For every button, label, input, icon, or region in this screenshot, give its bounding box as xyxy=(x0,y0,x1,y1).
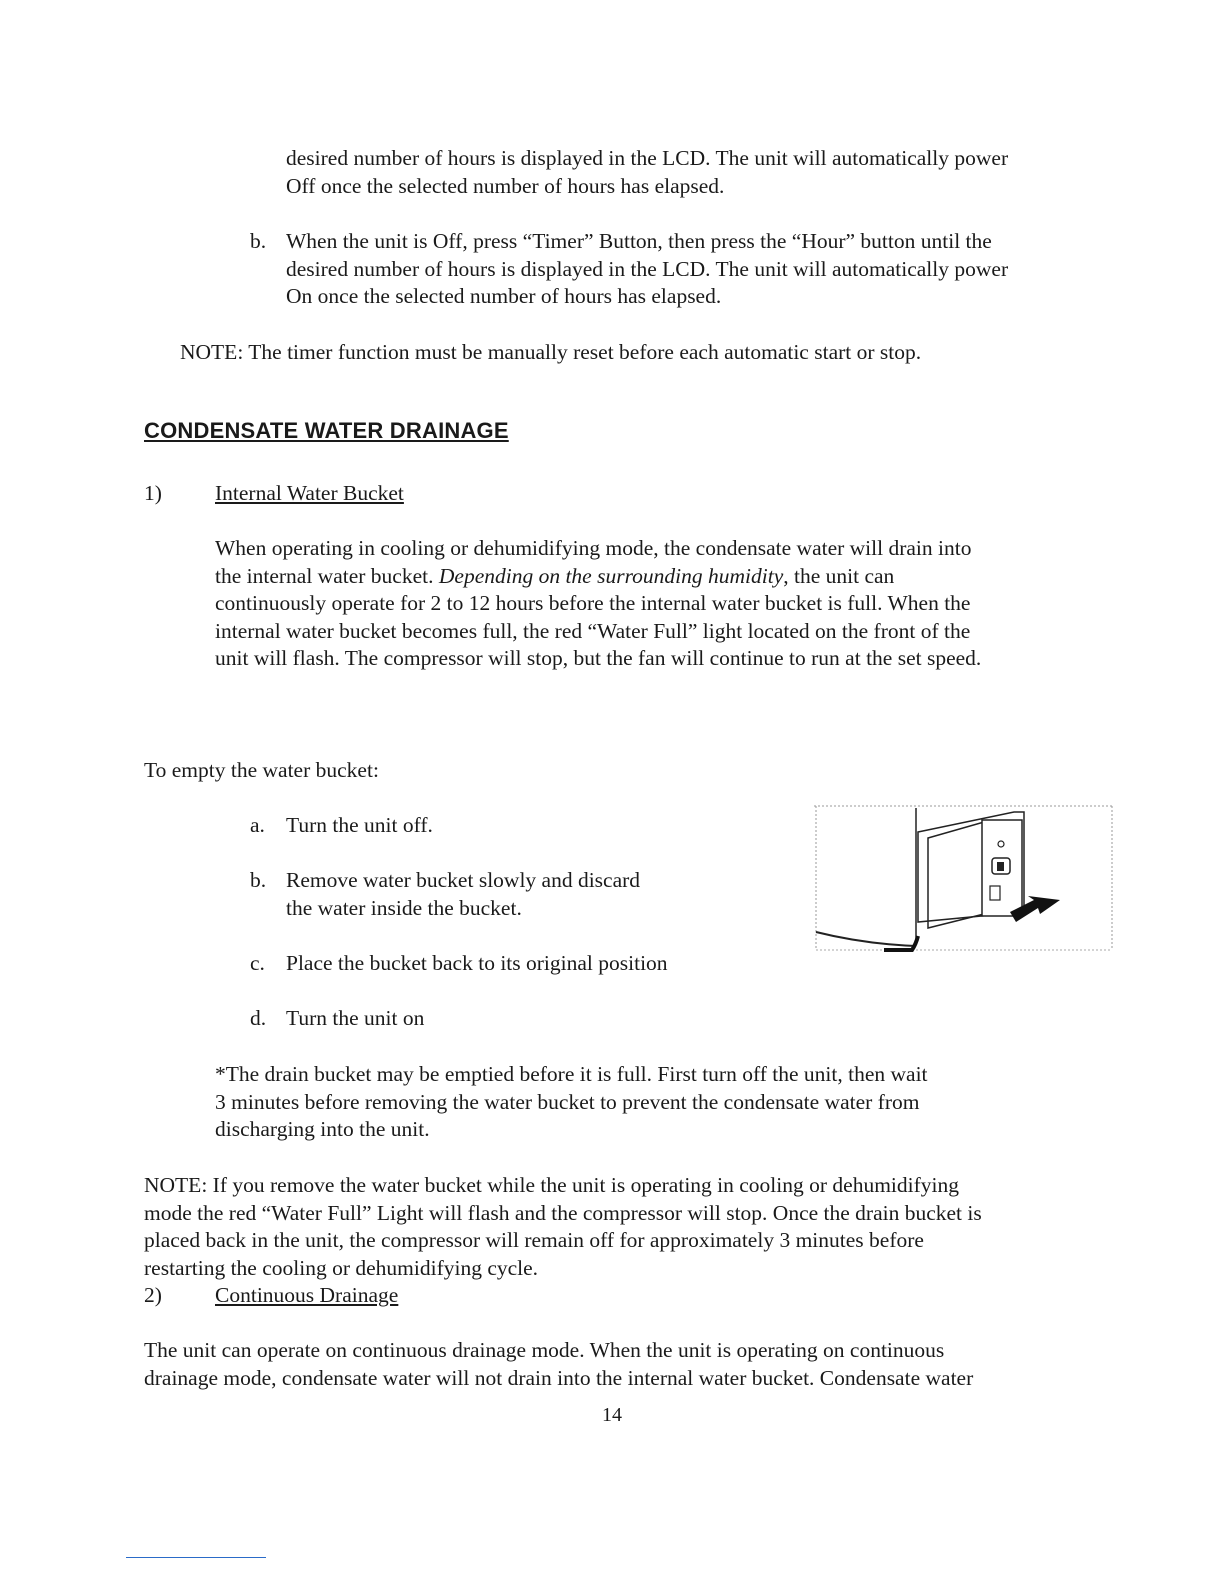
step-d-marker: d. xyxy=(250,1006,267,1030)
text-line: discharging into the unit. xyxy=(215,1117,430,1141)
text-line: The unit can operate on continuous drainage mode. When the unit is operating on continuous xyxy=(144,1338,945,1362)
bucket-removal-icon xyxy=(814,804,1114,954)
text-line: restarting the cooling or dehumidifying cycle. xyxy=(144,1255,539,1280)
text-line xyxy=(215,563,981,591)
step-d-text: Turn the unit on xyxy=(286,1006,425,1030)
italic-span: Depending on the surrounding humidity xyxy=(438,563,784,588)
text-line: When the unit is Off, press “Timer” Button, then press the “Hour” button until the xyxy=(286,229,992,253)
timer-note: NOTE: The timer function must be manually reset before each automatic start or stop. xyxy=(180,340,922,364)
text-span: , the unit can xyxy=(783,563,895,588)
text-line: unit will flash. The compressor will stop, but the fan will continue to run at the set speed. xyxy=(215,646,982,670)
section-heading: CONDENSATE WATER DRAINAGE xyxy=(144,418,509,443)
text-line: continuously operate for 2 to 12 hours before the internal water bucket is full. When the xyxy=(215,591,971,615)
asterisk-note xyxy=(215,1061,928,1144)
timer-b-text xyxy=(286,228,1008,311)
empty-intro: To empty the water bucket: xyxy=(144,758,379,782)
item1-title: Internal Water Bucket xyxy=(215,481,404,505)
text-line: On once the selected number of hours has elapsed. xyxy=(286,284,722,308)
page-number: 14 xyxy=(602,1404,622,1426)
text-line: mode the red “Water Full” Light will flash and the compressor will stop. Once the drain bucket is xyxy=(144,1200,982,1225)
text-line: internal water bucket becomes full, the red “Water Full” light located on the front of the xyxy=(215,618,971,643)
item1-marker: 1) xyxy=(144,481,162,505)
water-bucket-illustration xyxy=(814,804,1114,954)
text-line: 3 minutes before removing the water bucket to prevent the condensate water from xyxy=(215,1089,920,1114)
text-line: Off once the selected number of hours has elapsed. xyxy=(286,173,725,198)
text-line: the water inside the bucket. xyxy=(286,895,522,920)
bucket-note xyxy=(144,1172,982,1282)
text-line: drainage mode, condensate water will not drain into the internal water bucket. Condensate water xyxy=(144,1365,974,1390)
step-c-text: Place the bucket back to its original position xyxy=(286,951,668,975)
footer-rule xyxy=(126,1557,266,1558)
text-line: *The drain bucket may be emptied before it is full. First turn off the unit, then wait xyxy=(215,1062,928,1086)
timer-a-continuation xyxy=(286,145,1008,200)
text-line: desired number of hours is displayed in the LCD. The unit will automatically power xyxy=(286,256,1009,281)
step-b-text xyxy=(286,867,640,922)
item2-title: Continuous Drainage xyxy=(215,1283,399,1307)
text-line: When operating in cooling or dehumidifying mode, the condensate water will drain into xyxy=(215,536,972,560)
text-line: placed back in the unit, the compressor will remain off for approximately 3 minutes before xyxy=(144,1228,924,1252)
item1-paragraph xyxy=(215,535,981,673)
item2-paragraph xyxy=(144,1337,973,1392)
text-line: desired number of hours is displayed in the LCD. The unit will automatically power xyxy=(286,146,1009,170)
step-a-text: Turn the unit off. xyxy=(286,813,433,837)
step-b-marker: b. xyxy=(250,868,267,892)
text-span: the internal water bucket. xyxy=(215,563,439,588)
step-c-marker: c. xyxy=(250,951,265,975)
item2-marker: 2) xyxy=(144,1283,162,1307)
step-a-marker: a. xyxy=(250,813,265,837)
list-marker-b: b. xyxy=(250,229,267,253)
text-line: Remove water bucket slowly and discard xyxy=(286,868,641,892)
text-line: NOTE: If you remove the water bucket while the unit is operating in cooling or dehumidifying xyxy=(144,1173,960,1197)
